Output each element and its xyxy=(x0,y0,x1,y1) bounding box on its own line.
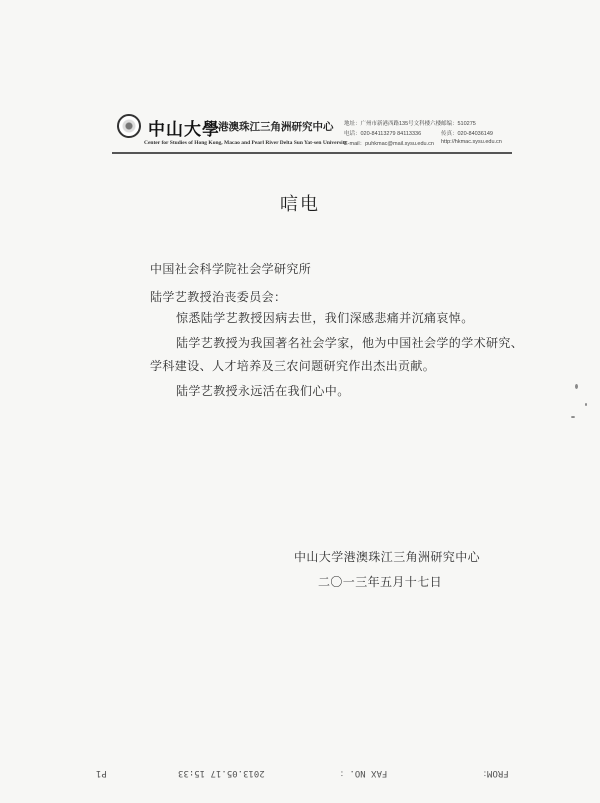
paragraph-contribution-line-1: 陆学艺教授为我国著名社会学家，他为中国社会学的学术研究、 xyxy=(176,336,524,350)
website: http://hkmac.sysu.edu.cn xyxy=(441,139,502,145)
scan-speck xyxy=(575,384,578,389)
center-english-name: Center for Studies of Hong Kong, Macao and Pearl River Delta Sun Yat-sen University xyxy=(144,140,348,146)
university-name: 中山大學 xyxy=(148,120,220,140)
paragraph-contribution-line-2: 学科建设、人才培养及三农问题研究作出杰出贡献。 xyxy=(150,359,436,373)
signature-date: 二〇一三年五月十七日 xyxy=(318,575,443,589)
fax-number-label: FAX NO. ： xyxy=(335,768,388,778)
address: 地址：广州市新港西路135号文科楼六楼 xyxy=(344,121,442,127)
fax-number: 传真：020-84036149 xyxy=(441,131,493,137)
paragraph-memorial: 陆学艺教授永远活在我们心中。 xyxy=(176,384,350,398)
university-seal-icon xyxy=(117,114,141,138)
telephone: 电话：020-84113279 84113336 xyxy=(344,131,422,137)
letterhead xyxy=(112,113,512,155)
paragraph-condolence: 惊悉陆学艺教授因病去世，我们深感悲痛并沉痛哀悼。 xyxy=(176,311,474,325)
letterhead-divider xyxy=(112,152,512,154)
signature: 中山大学港澳珠江三角洲研究中心 xyxy=(294,550,481,564)
scan-speck xyxy=(571,416,575,418)
recipient-committee: 陆学艺教授治丧委员会： xyxy=(150,290,287,304)
contact-row-3 xyxy=(344,139,502,147)
contact-row-2 xyxy=(344,129,493,137)
contact-row-1 xyxy=(344,119,476,127)
recipient-organization: 中国社会科学院社会学研究所 xyxy=(150,262,312,276)
scan-speck xyxy=(585,403,587,406)
fax-datetime: 2013.05.17 15:33 xyxy=(178,768,265,778)
email: E-mail：puhkmac@mail.sysu.edu.cn xyxy=(344,141,434,147)
postcode: 邮编：510275 xyxy=(441,121,476,127)
fax-from-label: FROM： xyxy=(478,768,509,778)
center-name: 港澳珠江三角洲研究中心 xyxy=(218,121,334,133)
fax-page: P1 xyxy=(96,768,107,778)
letter-title: 唁电 xyxy=(280,194,320,215)
